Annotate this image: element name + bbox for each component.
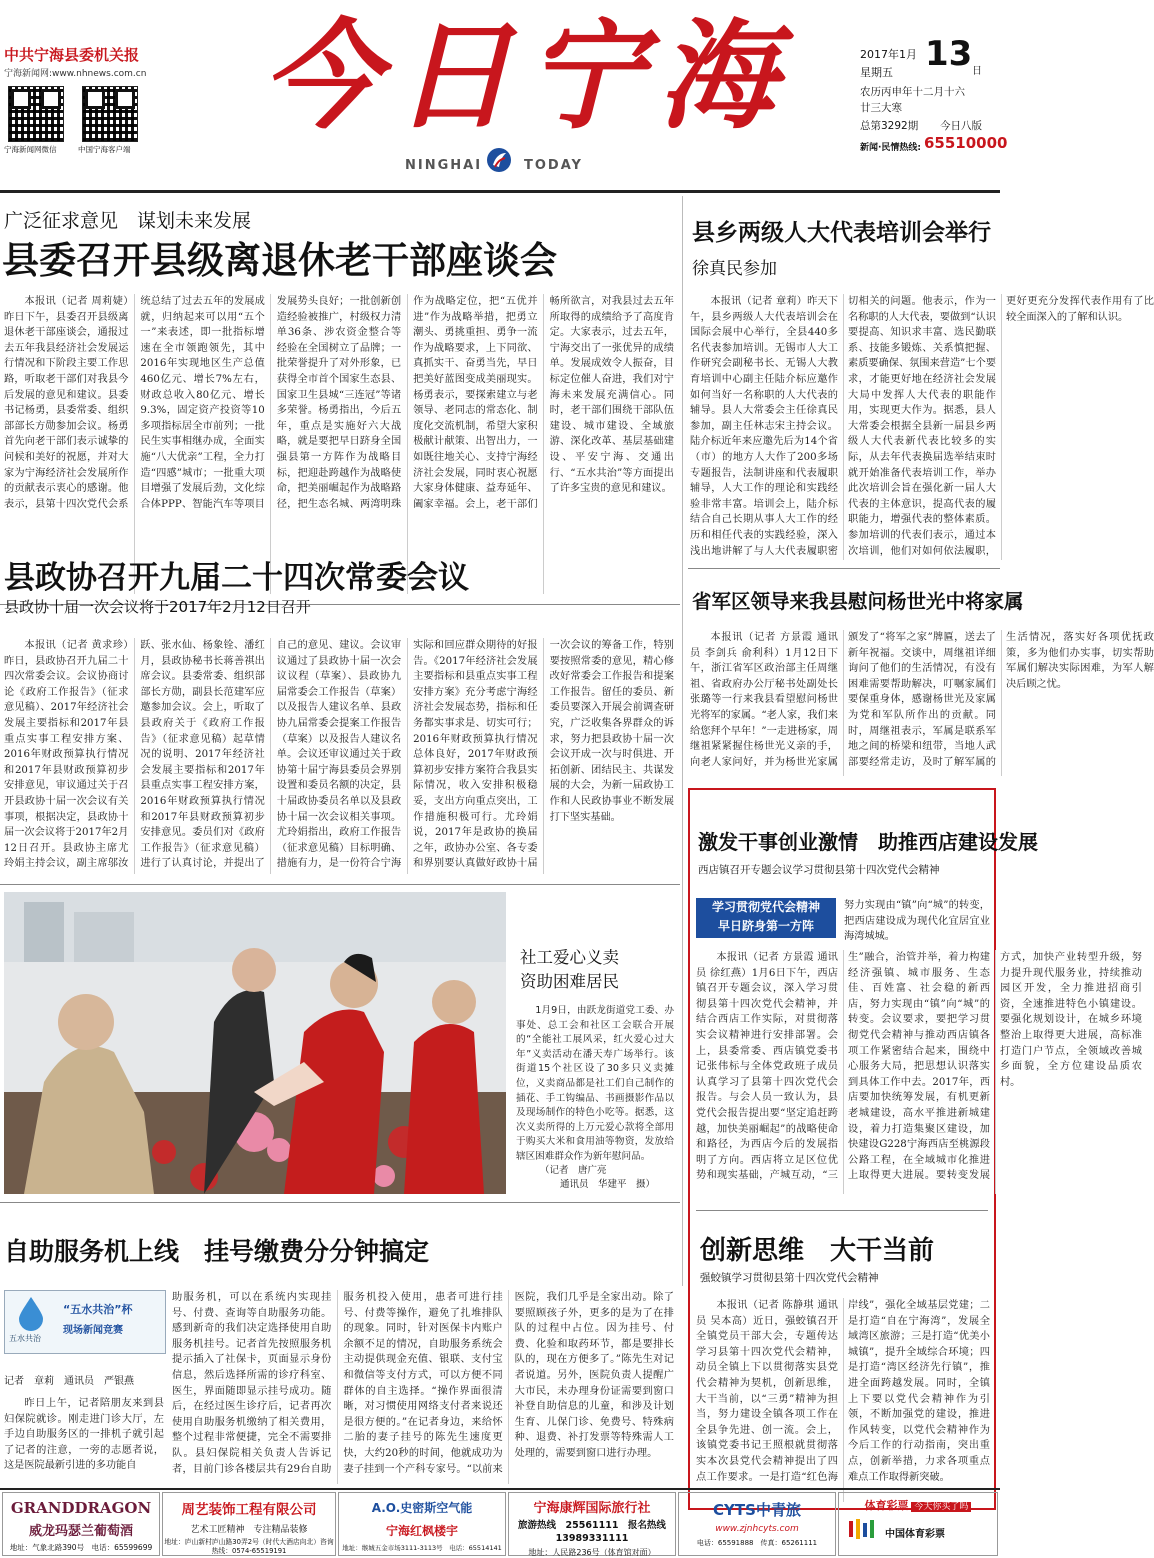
story4-text: 本报讯（记者 方景霞 通讯员 李剑兵 俞利科）1月12日下午，浙江省军区政治部主任周继祖、省政府办公厅秘书处副处长张璐等一行来我县看望慰问杨世光将军的家属。“老人家，我们来给您拜个早年！”一走进杨家，周继祖紧紧握住杨世光义亲的手，向老人家问好，并为杨世光家属颁发了“将军之家”牌匾，送去了新年祝福。交谈中，周继祖详细询问了他们的生活情况，有没有困难需要帮助解决，叮嘱家属们要保重身体，感谢杨世光及家属为党和军队所作出的贡献。同时，周继祖表示，军属是联系军地之间的桥梁和纽带，当地人武部要经常走访，及时了解军属的生活情况，落实好各项优抚政策，多为他们办实事，切实帮助军属们解决实际困难，为军人解决后顾之忧。 — [690, 632, 1154, 768]
section-rule — [0, 1202, 680, 1203]
badge-logo: 五水共治 — [9, 1334, 41, 1343]
charity-sale-photo — [4, 892, 506, 1194]
weekday: 星期五 — [860, 66, 893, 79]
story3-subhead: 县政协十届一次会议将于2017年2月12日召开 — [4, 598, 311, 616]
qr2-label: 中国宁海客户端 — [78, 145, 131, 154]
ad6-info: 中国体育彩票 — [885, 1529, 945, 1540]
qr1-label: 宁海新闻网微信 — [4, 145, 57, 154]
ad6-name: 今天你买了吗 — [911, 1502, 971, 1512]
ad3-info: 地址：缑城五金市场3111-3113号 电话：65514141 — [342, 1544, 502, 1552]
ad5-info: 电话：65591888 传真：65261111 — [696, 1539, 818, 1547]
story8-body — [172, 1290, 674, 1484]
ad4-name: 旅游热线 25561111 报名热线 13989331111 — [518, 1520, 676, 1544]
story6-subhead: 强蛟镇学习贯彻县第十四次党代会精神 — [700, 1272, 879, 1284]
ad2-brand: 周艺装饰工程有限公司 — [181, 1502, 317, 1518]
water-drop-icon — [13, 1295, 49, 1331]
pinyin-left: NINGHAI — [405, 158, 483, 173]
competition-badge — [4, 1290, 166, 1354]
story2-text: 本报讯（记者 章莉）昨天下午，县乡两级人大代表培训会在国际会展中心举行，全县440多名代表参加培训。无锡市人大工作研究会副秘书长、无锡人大教育培训中心副主任陆介标应邀作如何当好一名称职的人大代表的辅导。县人大常委会主任徐真民参加，副主任林志宋主持会议。陆介标近年来应邀先后为14个省（市）的地方人大作了200多场专题报告，法制讲座和代表履职辅导，人大工作的理论和实践经验非常丰富。培训会上，陆介标结合自己长期从事人大工作的经历和相任代表的实践经验，深入浅出地讲解了与人大代表履职密切相关的问题。他表示，作为一名称职的人大代表，要做到“认识要提高、知识求丰富、选民勤联系、技能多锻炼、关系慎把握、素质要确保、氛围来营造”七个要求，才能更好地在经济社会发展大局中发挥人大代表的职能作用，实现更大作为。据悉，县人大常委会根据全县新一届县乡两级人大代表新代表比较多的实际，从去年代表换届选举结束时就开始准备代表培训工作，举办此次培训会旨在强化新一届人大代表的主体意识，提高代表的履职能力，增强代表的整体素质。参加培训的代表们表示，通过本次培训，他们对如何依法履职，更好更充分发挥代表作用有了比较全面深入的了解和认识。 — [690, 296, 1154, 557]
story5-text-top: 努力实现由“镇”向“城”的转变，把西店建设成为现代化宜居宜业海湾城城。 — [844, 900, 990, 943]
ad6-brand: 体育彩票 — [864, 1499, 909, 1512]
story2-headline[interactable]: 县乡两级人大代表培训会举行 — [692, 220, 991, 246]
story5-body — [696, 950, 1142, 1194]
story3-body — [4, 638, 674, 874]
ad-decoration[interactable] — [162, 1492, 336, 1556]
ad-travel[interactable] — [508, 1492, 676, 1556]
qr-code-wechat — [8, 86, 64, 142]
box-rule — [696, 1210, 988, 1211]
ad-cyts[interactable] — [678, 1492, 836, 1556]
page-count: 今日八版 — [940, 120, 982, 132]
story8-left-body — [4, 1396, 164, 1484]
story8-text-left: 昨日上午，记者陪朋友来到县妇保院就诊。刚走进门诊大厅，左手边自助服务区的一排机子就引起了记者的注意，一旁的志愿者说，这是医院最新引进的多功能自 — [4, 1398, 164, 1472]
story7-credit-1: （记者 唐广亮 — [540, 1165, 607, 1176]
issue-number: 总第3292期 — [860, 120, 919, 132]
story5-top-text — [844, 898, 990, 946]
ad-rule — [0, 1488, 1000, 1490]
date-day: 13 — [925, 34, 973, 74]
masthead-title: 今日宁海 — [262, 6, 791, 145]
story4-headline[interactable]: 省军区领导来我县慰问杨世光中将家属 — [692, 590, 1024, 613]
story6-headline[interactable]: 创新思维 大干当前 — [700, 1236, 935, 1266]
story6-text: 本报讯（记者 陈静琪 通讯员 吴本高）近日，强蛟镇召开全镇党员干部大会，专题传达学习县第十四次党代会精神，动员全镇上下以贯彻落实县党代会精神为契机，创新思维，大干当前，以“三勇”精神为担当，努力建设全镇各项工作在全县争先进、创一流。会上，该镇党委书记王照根就贯彻落实本次县党代会精神提出了四点工作要求。一是打造“红色海岸线”，强化全域基层党建；二是打造“自在宁海湾”，发展全域湾区旅游；三是打造“优美小城镇”，提升全域综合环境；四是打造“湾区经济先行镇”，推进全面跨越发展。同时，全镇上下要以党代会精神作为引领，不断加强党的建设，推进作风转变，以党代会精神作为今后工作的行动指南，突出重点，创新举措，力求各项重点难点工作取得新突破。 — [696, 1300, 990, 1483]
story2-subhead: 徐真民参加 — [692, 259, 777, 279]
story5-headline[interactable]: 激发干事创业激情 助推西店建设发展 — [698, 830, 1038, 854]
story7-credit-2: 通讯员 华建平 摄） — [560, 1179, 656, 1190]
story6-body — [696, 1298, 990, 1502]
column-divider — [682, 196, 683, 1286]
ad4-brand: 宁海康辉国际旅行社 — [533, 1501, 651, 1516]
lottery-logo-icon — [847, 1517, 877, 1541]
qr-code-app — [82, 86, 138, 142]
solar-term: 廿三大寒 — [860, 102, 902, 114]
lunar-date: 农历丙申年十二月十六 — [860, 86, 965, 98]
website[interactable]: 宁海新闻网:www.nhnews.com.cn — [4, 69, 147, 79]
ad5-name: www.zjnhcyts.com — [715, 1524, 799, 1534]
pinyin-right: TODAY — [524, 158, 583, 173]
story4-body — [690, 630, 1154, 776]
story7-text: 1月9日，由跃龙街道党工委、办事处、总工会和社区工会联合开展的“全能社工展风采，红火爱心过大年”义卖活动在潘天寿广场举行。该街道15个社区设了30多只义卖摊位，义卖商品都是社工们自己制作的插花、手工钩编品、书画摄影作品以及现场制作的特色小吃等。据悉，这次义卖所得的上万元爱心款将全部用于购买大米和食用油等物资，发放给辖区困难群众作为新年慰问品。 — [516, 1005, 674, 1162]
ad5-brand: CYTS中青旅 — [713, 1501, 801, 1519]
ad-aosmith[interactable] — [338, 1492, 506, 1556]
ad1-info: 地址：气象北路390号 电话：65599699 — [9, 1543, 153, 1552]
story7-headline-line2: 资助困难居民 — [520, 972, 619, 991]
ad4-info: 地址：人民路236号（体育馆对面） — [528, 1548, 656, 1557]
story5-text: 本报讯（记者 方景霞 通讯员 徐红燕）1月6日下午，西店镇召开专题会议，深入学习贯彻县第十四次党代会精神，并结合西店工作实际，对贯彻落实会议精神进行安排部署。会上，县委常委、西店镇党委书记张伟标与全体党政班子成员认真学习了县第十四次党代会报告。与会人员一致认为，县党代会报告提出要“坚定追赶跨越，加快美丽崛起”的战略使命和路径，为西店今后的发展指明了方向。西店将立足区位优势和现实基础，产城互动，“三生”融合，治管并举，着力构建经济强镇、城市服务、生态佳、百姓富、社会稳的新西店，努力实现由“镇”向“城”的转变。会议要求，要把学习贯彻党代会精神与推动西店镇各项工作紧密结合起来，围绕中心服务大局，把思想认识落实到具体工作中去。2017年，西店要加快统筹发展，有机更新老城建设，高水平推进新城建设，着力打造集聚区建设，加快建设G228宁海西店至桃源段公路工程，在全域城市化推进上取得更大进展。要转变发展方式，加快产业转型升级，努力提升现代服务业，持续推动园区开发，全力推进招商引资，全速推进特色小镇建设。要强化规划设计，在城乡环境整治上取得更大进展，高标准打造门户节点，全领域改善城乡面貌，全方位建设品质农村。 — [696, 952, 1142, 1182]
date-day-suffix: 日 — [972, 66, 982, 77]
story5-subhead: 西店镇召开专题会议学习贯彻县第十四次党代会精神 — [698, 864, 940, 876]
story5-banner-line2: 早日跻身第一方阵 — [717, 919, 814, 933]
hotline-label: 新闻·民情热线: — [860, 143, 922, 153]
date-year-month: 2017年1月 — [860, 48, 917, 61]
story1-text: 本报讯（记者 周莉婕）昨日下午，县委召开县级离退休老干部座谈会，通报过去五年我县经济社会发展运行情况和下阶段主要工作思路，听取老干部们对我县今后发展的意见和建议。县委书记杨勇，县委常委、组织部部长方勋参加会议。杨勇首先向老干部们表示诚挚的问候和美好的祝愿，并对大家为宁海经济社会发展所作的贡献表示衷心的感谢。他表示，县第十四次党代会系统总结了过去五年的发展成就，归纳起来可以用“五个一”来表述，即一批指标增速在全市领跑领先，其中2016年实现地区生产总值460亿元、增长7%左右，财政总收入80亿元、增长9.3%，固定资产投资等10多项指标居全市前列；一批民生实事相继办成，全面实施“八大优亲”工程，全力打造“四感”城市；一批重大项目增强了发展后劲，文化综合体PPP、智能汽车等项目发展势头良好；一批创新创造经验被推广，村级权力清单36条、涉农资金整合等经验在全国树立了品牌；一批荣誉提升了对外形象，已获得全市首个国家生态县、国家卫生县城“三连冠”等诸多荣誉。杨勇指出，今后五年，重点是实施好六大战略，就是要把早日跻身全国强县第一方阵作为战略目标，把迎赴跨越作为战略使命，把美丽崛起作为战略路径，把生态名城、两湾明珠作为战略定位，把“五优并进”作为战略举措，把勇立潮头、勇挑重担、勇争一流作为战略要求，上下同欲、真抓实干、奋勇当先，早日把美好蓝图变成美丽现实。杨勇表示，要探索建立与老领导、老同志的常态化、制度化交流机制，希望大家积极献计献策、出智出力，一如既往地关心、支持宁海经济社会发展，同时衷心祝愿大家身体健康、益寿延年、阖家幸福。会上，老干部们畅所欲言，对我县过去五年所取得的成绩给予了高度肯定。大家表示，过去五年，宁海交出了一张优异的成绩单。发展成效令人振奋，目标定位催人奋进，我们对宁海未来发展充满信心。同时，老干部们围绕干部队伍建设、城市建设、全域旅游、深化改革、基层基础建设、平安宁海、交通出行、“五水共治”等方面提出了许多宝贵的意见和建议。 — [4, 296, 674, 510]
story7-headline[interactable] — [520, 946, 670, 994]
story3-text: 本报讯（记者 黄求珍）昨日，县政协召开九届二十四次常委会议。会议协商讨论《政府工作报告》（征求意见稿）、2017年经济社会发展主要指标和2017年县重点实事工程安排方案、2016年财政预算执行情况和2017年县财政预算初步安排意见，审议通过关于召开县政协十届一次会议有关事项，根据决定，县政协十届一次会议将于2017年2月12日召开。县政协主席尤玲娟主持会议，副主席邬汝跃、张水仙、杨象铨、潘红月，县政协秘书长蒋善祺出席会议。县委常委、组织部部长方勋，副县长范建军应邀参加会议。会上，听取了县政府关于《政府工作报告》（征求意见稿）起草情况的说明、2017年经济社会发展主要指标和2017年县重点实事工程安排方案，2016年财政预算执行情况和2017年县财政预算初步安排意见。委员们对《政府工作报告》（征求意见稿）进行了认真讨论，并提出了自己的意见、建议。会议审议通过了县政协十届一次会议议程（草案）、县政协九届常委会工作报告（草案）以及报告人建议名单、县政协九届常委会提案工作报告（草案）以及报告人建议名单。会议还审议通过关于政协第十届宁海县委员会界别设置和委员名额的决定，县十届政协委员名单以及县政协十届一次会议相关事项。尤玲娟指出，政府工作报告（征求意见稿）目标明确、措施有力，是一份符合宁海实际和回应群众期待的好报告。《2017年经济社会发展主要指标和县重点实事工程安排方案》充分考虑宁海经济社会发展态势，指标和任务都实事求是、切实可行；2016年财政预算执行情况总体良好，2017年财政预算初步安排方案符合我县实际情况，收入安排积极稳妥，支出方向重点突出，工作措施积极可行。尤玲娟说，2017年是政协的换届之年，政协办公室、各专委和界别要认真做好政协十届一次会议的筹备工作，特别要按照常委的意见，精心修改好常委会工作报告和提案工作报告。留任的委员、新委员要深入开展会前调查研究，广泛收集各界群众的诉求，努力把县政协十届一次会议开成一次与时俱进、开拓创新、团结民主、共谋发展的大会，为新一届政协工作和人民政协事业不断发展打下坚实基础。 — [4, 640, 674, 870]
ad1-name: 威龙玛瑟兰葡萄酒 — [28, 1524, 133, 1539]
ad3-name: 宁海红枫楼宇 — [385, 1524, 458, 1538]
story1-body — [4, 294, 674, 594]
section-rule — [688, 568, 1000, 569]
ad-lottery[interactable] — [838, 1492, 998, 1556]
story8-text: 助服务机，可以在系统内实现挂号、付费、查询等自助服务功能。感到新奇的我们决定选择使用自助服务机挂号。记者首先按照服务机提示插入了社保卡，页面显示身份信息，然后选择所需的诊疗科室、医生，界面随即显示挂号成功。随后，在经过医生诊疗后，记者再次使用自助服务机缴纳了相关费用，整个过程非常便捷，完全不需要排队。县妇保院相关负责人告诉记者，目前门诊各楼层共有29台自助服务机投入使用，患者可进行挂号、付费等操作，避免了扎堆排队的现象。同时，针对医保卡内账户余额不足的情况，自助服务系统会主动提供现金充值、银联、支付宝和微信等支付方式，可以方便不同群体的自主选择。“操作界面很清晰，对习惯使用网络支付者来说还是很方便的。”在记者身边，来给怀二胎的妻子挂号的陈先生速度更快，大约20秒的时间，他就成功为妻子挂到一个产科专家号。“以前来医院，我们几乎是全家出动。除了要照顾孩子外，更多的是为了在排队的过程中占位。因为挂号、付费、化验和取药环节，都是要排长队的，现在方便多了。”陈先生对记者说道。另外，医院负责人提醒广大市民，未办理身份证需要到窗口补登自助信息的儿童，和涉及计划生育、儿保门诊、免费号、特殊病种、退费、补打发票等特殊需人工处理的，需要到窗口进行办理。 — [172, 1292, 674, 1475]
hotline-number[interactable]: 65510000 — [924, 134, 1008, 152]
story8-headline[interactable]: 自助服务机上线 挂号缴费分分钟搞定 — [4, 1237, 430, 1266]
story5-banner-line1: 学习贯彻党代会精神 — [711, 900, 820, 914]
ad2-name: 艺术工匠精神 专注精品装修 — [190, 1525, 308, 1535]
story5-banner — [696, 898, 836, 938]
ad-granddragon[interactable] — [2, 1492, 160, 1556]
story1-kicker: 广泛征求意见 谋划未来发展 — [4, 210, 252, 232]
ad2-info: 地址：庐山新村庐山路30弄2号（时代大酒店向北）咨询热线：0574-65519191 — [164, 1538, 334, 1555]
story2-body — [690, 294, 1154, 560]
story3-headline[interactable]: 县政协召开九届二十四次常委会议 — [4, 560, 469, 596]
ad1-brand: GRANDDRAGON — [10, 1499, 152, 1517]
org-name: 中共宁海县委机关报 — [4, 46, 140, 64]
masthead-logo-icon — [486, 147, 512, 173]
story8-byline: 记者 章莉 通讯员 严银燕 — [4, 1376, 134, 1387]
story1-headline[interactable]: 县委召开县级离退休老干部座谈会 — [2, 239, 557, 282]
badge-subtitle: 现场新闻竞赛 — [63, 1325, 123, 1336]
masthead-rule — [0, 190, 1000, 193]
section-rule — [0, 884, 680, 885]
badge-title: “五水共治”杯 — [63, 1303, 133, 1316]
story7-headline-line1: 社工爱心义卖 — [520, 948, 619, 967]
story7-body — [516, 1004, 674, 1162]
ad3-brand: A.O.史密斯空气能 — [371, 1501, 473, 1515]
